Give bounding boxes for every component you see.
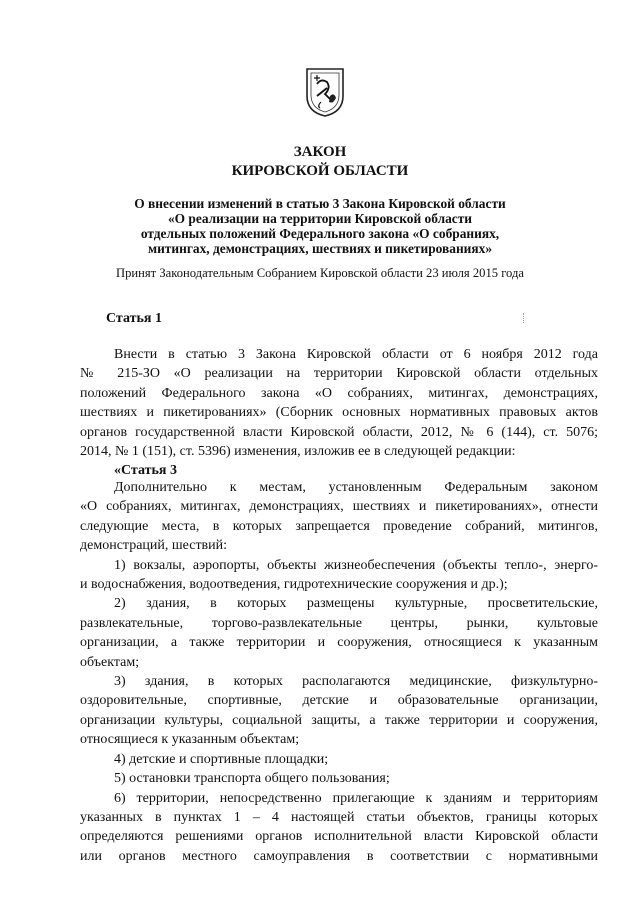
list-item-2-cont: организации, а также территории и сооружения, относящиеся к указанным (80, 635, 598, 651)
subtitle-line: отдельных положений Федерального закона «О собраниях, (140, 226, 500, 241)
list-item-3-cont: организации культуры, социальной защиты, а также территории и сооружения, (80, 712, 598, 728)
law-title-line2: КИРОВСКОЙ ОБЛАСТИ (231, 163, 409, 179)
text-line: шествиях и пикетированиях» (Сборник основных нормативных правовых актов (80, 405, 598, 421)
list-item-2: 2) здания, в которых размещены культурные, просветительские, (114, 596, 598, 612)
text-line: демонстраций, шествий: (80, 538, 228, 554)
subtitle-line: «О реализации на территории Кировской области (167, 211, 473, 226)
list-item-1-cont: и водоснабжения, водоотведения, гидротехнические сооружения и др.); (80, 577, 508, 593)
list-item-1: 1) вокзалы, аэропорты, объекты жизнеобеспечения (объекты тепло-, энерго- (114, 557, 598, 573)
text-line: 2014, № 1 (151), ст. 5396) изменения, изложив ее в следующей редакции: (80, 444, 516, 460)
list-item-6-cont: или органов местного самоуправления в соответствии с нормативными (80, 848, 598, 864)
text-line: Внести в статью 3 Закона Кировской области от 6 ноября 2012 года (114, 347, 598, 362)
list-item-6-cont: указанных в пунктах 1 – 4 настоящей статьи объектов, границы которых (80, 809, 598, 825)
list-item-5: 5) остановки транспорта общего пользования; (114, 771, 390, 787)
coat-of-arms-emblem (303, 66, 347, 118)
article-3-body (80, 478, 598, 866)
law-title-line1: ЗАКОН (293, 144, 347, 160)
text-line: следующие места, в которых запрещается проведение собраний, митингов, (80, 518, 598, 534)
scan-mark (523, 313, 526, 323)
article-1-heading: Статья 1 (106, 311, 162, 326)
list-item-4: 4) детские и спортивные площадки; (114, 751, 329, 767)
text-line: Дополнительно к местам, установленным Федеральным законом (114, 480, 598, 495)
text-line: «О собраниях, митингах, демонстрациях, шествиях и пикетированиях», отнести (80, 499, 598, 515)
law-subtitle (0, 196, 640, 256)
list-item-6-cont: определяются решениями органов исполнительной власти Кировской области (80, 829, 598, 845)
article-1-body (80, 345, 598, 481)
list-item-6: 6) территории, непосредственно прилегающие к зданиям и территориям (114, 790, 598, 806)
list-item-3: 3) здания, в которых располагаются медицинские, физкультурно- (114, 674, 598, 690)
list-item-3-cont: оздоровительные, спортивные, детские и образовательные организации, (80, 693, 598, 709)
text-line: № 215-ЗО «О реализации на территории Кировской области отдельных (80, 366, 598, 382)
law-title (0, 143, 640, 181)
list-item-2-cont: развлекательные, торгово-развлекательные центры, рынки, культовые (80, 615, 598, 631)
list-item-2-cont: объектам; (80, 654, 140, 670)
subtitle-line: митингах, демонстрациях, шествиях и пикетированиях» (147, 241, 493, 256)
text-line: положений Федерального закона «О собраниях, митингах, демонстрациях, (80, 385, 598, 401)
text-line: органов государственной власти Кировской области, 2012, № 6 (144), ст. 5076; (80, 424, 598, 440)
list-item-3-cont: относящиеся к указанным объектам; (80, 732, 300, 748)
adoption-note: Принят Законодательным Собранием Кировской области 23 июля 2015 года (116, 266, 524, 280)
quoted-article-heading: «Статья 3 (114, 463, 177, 479)
subtitle-line: О внесении изменений в статью 3 Закона Кировской области (134, 196, 506, 211)
